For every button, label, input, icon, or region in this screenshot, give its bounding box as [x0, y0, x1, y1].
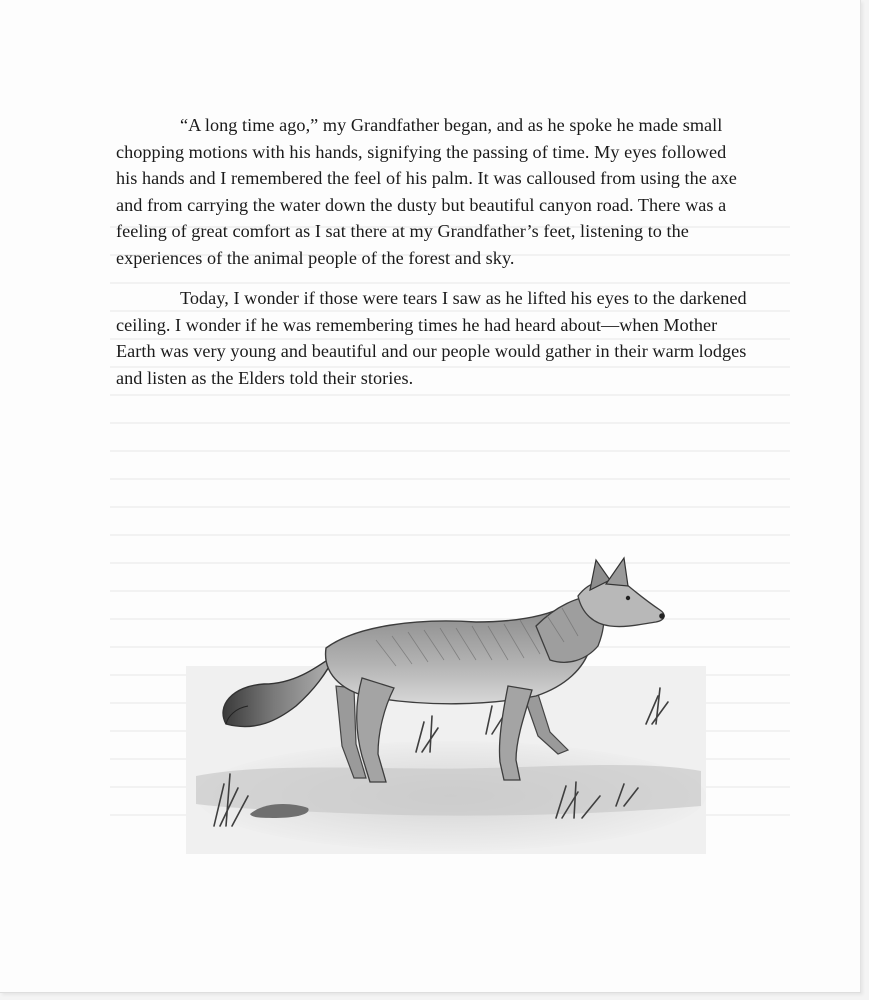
page-crease-mark — [498, 992, 501, 993]
fox-ear-right — [606, 558, 628, 586]
fox-nose — [659, 613, 665, 619]
page-body — [116, 112, 750, 405]
fox-eye — [626, 596, 630, 600]
fox-illustration — [186, 556, 706, 854]
paragraph-2: Today, I wonder if those were tears I saw as he lifted his eyes to the darkened ceiling. I wonder if he was remembering times he had heard about—when Mother Earth was very young and beautiful and our people would gather in their warm lodges and listen as the Elders told their stories. — [116, 288, 747, 388]
paragraph-1: “A long time ago,” my Grandfather began, and as he spoke he made small chopping motions with his hands, signifying the passing of time. My eyes followed his hands and I remembered the feel of his palm. It was calloused from using the axe and from carrying the water down the dusty but beautiful canyon road. There was a feeling of great comfort as I sat there at my Grandfather’s feet, listening to the experiences of the animal people of the forest and sky. — [116, 115, 737, 268]
